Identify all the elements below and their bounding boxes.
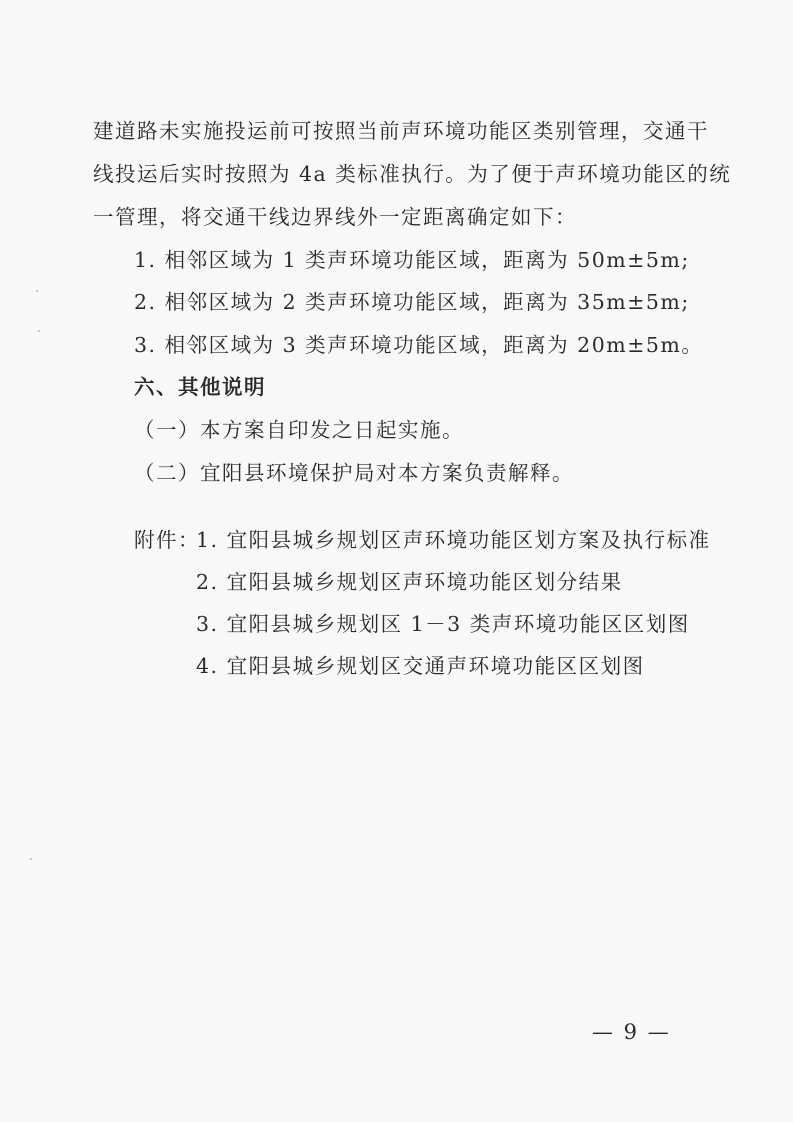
body-line-2: 线投运后实时按照为 4a 类标准执行。为了便于声环境功能区的统 xyxy=(93,162,732,186)
attachments-label: 附件： xyxy=(134,528,200,552)
scan-speck xyxy=(38,330,40,332)
body-line-3: 一管理，将交通干线边界线外一定距离确定如下： xyxy=(93,205,577,229)
distance-item-1: 1. 相邻区域为 1 类声环境功能区域，距离为 50m±5m; xyxy=(134,248,690,272)
page-number: — 9 — xyxy=(592,1020,671,1044)
body-line-1: 建道路未实施投运前可按照当前声环境功能区类别管理，交通干 xyxy=(93,119,709,143)
attachment-item-1: 1. 宜阳县城乡规划区声环境功能区划方案及执行标准 xyxy=(196,528,711,552)
note-1: （一）本方案自印发之日起实施。 xyxy=(134,418,464,442)
distance-item-2: 2. 相邻区域为 2 类声环境功能区域，距离为 35m±5m; xyxy=(134,290,690,314)
note-2: （二）宜阳县环境保护局对本方案负责解释。 xyxy=(134,461,574,485)
scan-speck xyxy=(36,290,38,292)
attachment-item-4: 4. 宜阳县城乡规划区交通声环境功能区区划图 xyxy=(196,654,645,678)
attachment-item-2: 2. 宜阳县城乡规划区声环境功能区划分结果 xyxy=(196,570,623,594)
attachment-item-3: 3. 宜阳县城乡规划区 1－3 类声环境功能区区划图 xyxy=(196,612,690,636)
section-heading: 六、其他说明 xyxy=(134,375,266,399)
distance-item-3: 3. 相邻区域为 3 类声环境功能区域，距离为 20m±5m。 xyxy=(134,333,704,357)
scan-speck xyxy=(30,858,32,860)
